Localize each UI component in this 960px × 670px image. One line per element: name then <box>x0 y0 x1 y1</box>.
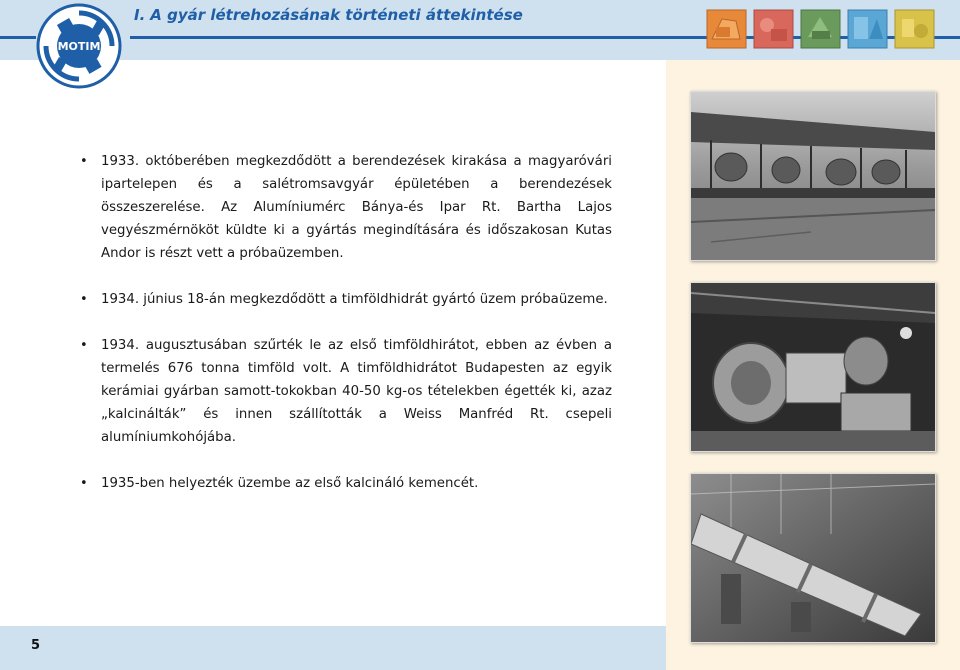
list-item <box>80 150 612 265</box>
header-rule-left <box>0 36 36 39</box>
list-item <box>80 472 612 495</box>
factory-hall-photo <box>690 91 936 261</box>
chapter-number: I. <box>134 6 146 24</box>
history-bullet-list <box>80 150 612 495</box>
blue-tile-icon <box>847 9 888 49</box>
bullet-text: 1934. június 18-án megkezdődött a timföldhidrát gyártó üzem próbaüzeme. <box>101 292 608 307</box>
machinery-photo <box>690 282 936 452</box>
bullet-icon: • <box>80 476 88 491</box>
chapter-title: A gyár létrehozásának történeti áttekintése <box>150 6 523 24</box>
bullet-text: 1935-ben helyezték üzembe az első kalcináló kemencét. <box>101 476 479 491</box>
list-item <box>80 334 612 449</box>
green-tile-icon <box>800 9 841 49</box>
bullet-icon: • <box>80 154 88 169</box>
bullet-icon: • <box>80 338 88 353</box>
red-tile-icon <box>753 9 794 49</box>
motim-logo <box>36 3 122 89</box>
orange-tile-icon <box>706 9 747 49</box>
rotary-kiln-photo <box>690 473 936 643</box>
logo-text: MOTIM <box>57 40 101 53</box>
bullet-icon: • <box>80 292 88 307</box>
yellow-tile-icon <box>894 9 935 49</box>
page-number: 5 <box>31 638 41 653</box>
page-title <box>134 6 523 24</box>
bullet-text: 1933. októberében megkezdődött a berendezések kirakása a magyaróvári ipartelepen és a salétromsavgyár épületében a berendezések összeszerelése. Az Alumíniumérc Bánya-és Ipar Rt. Bartha Lajos vegyészmérnököt küldte ki a gyártás megindítására és időszakosan Kutas Andor is részt vett a próbaüzemben. <box>101 154 612 261</box>
footer-band <box>0 626 666 670</box>
product-tiles <box>706 9 935 49</box>
list-item <box>80 288 612 311</box>
bullet-text: 1934. augusztusában szűrték le az első timföldhirátot, ebben az évben a termelés 676 tonna timföld volt. A timföldhidrátot Budapesten az egyik kerámiai gyárban samott-tokokban 40-50 kg-os tételekben égették ki, azaz „kalcinálták” és innen szállították a Weiss Manfréd Rt. csepeli alumíniumkohójába. <box>101 338 612 445</box>
